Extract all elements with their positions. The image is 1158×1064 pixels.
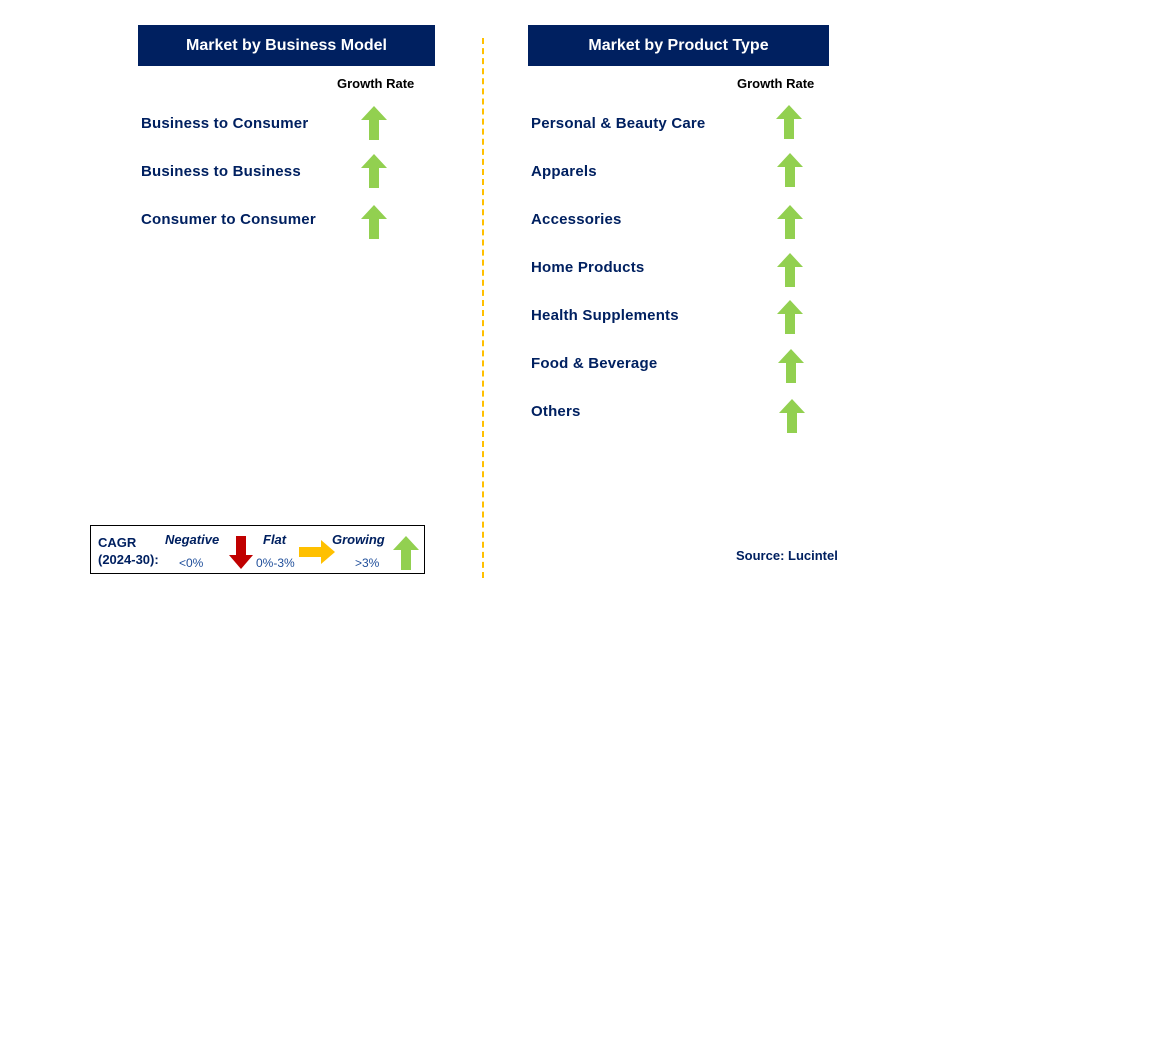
product-type-item-accessories: Accessories [531, 211, 622, 228]
growing-arrow-up-icon [776, 105, 802, 139]
flat-arrow-right-icon [299, 540, 335, 564]
business-model-item-b2b: Business to Business [141, 163, 301, 180]
growing-arrow-up-icon [777, 205, 803, 239]
cagr-legend [90, 525, 425, 574]
growing-arrow-up-icon [361, 154, 387, 188]
product-type-item-health-supplements: Health Supplements [531, 307, 679, 324]
source-label: Source: Lucintel [736, 548, 838, 563]
product-type-header [528, 25, 829, 66]
growing-arrow-up-icon [777, 300, 803, 334]
legend-cagr-label: CAGR [98, 535, 137, 550]
product-type-item-home-products: Home Products [531, 259, 645, 276]
legend-growing-range: >3% [355, 556, 380, 570]
legend-negative-label: Negative [165, 532, 220, 547]
growing-arrow-up-icon [779, 399, 805, 433]
business-model-item-b2c: Business to Consumer [141, 115, 309, 132]
product-type-title: Market by Product Type [588, 36, 769, 54]
growing-arrow-up-icon [777, 253, 803, 287]
business-model-item-c2c: Consumer to Consumer [141, 211, 316, 228]
growing-arrow-up-icon [778, 349, 804, 383]
product-type-item-others: Others [531, 403, 581, 420]
business-model-title: Market by Business Model [186, 36, 387, 54]
business-model-growth-rate-label: Growth Rate [337, 76, 415, 91]
product-type-item-food-beverage: Food & Beverage [531, 355, 658, 372]
negative-arrow-down-icon [229, 536, 253, 569]
growing-arrow-up-icon [361, 106, 387, 140]
legend-negative-range: <0% [179, 556, 204, 570]
product-type-item-personal-beauty: Personal & Beauty Care [531, 115, 706, 132]
product-type-item-apparels: Apparels [531, 163, 597, 180]
growing-arrow-up-icon [393, 536, 419, 570]
legend-cagr-period: (2024-30): [98, 552, 159, 567]
product-type-growth-rate-label: Growth Rate [737, 76, 815, 91]
legend-flat-range: 0%-3% [256, 556, 295, 570]
legend-flat-label: Flat [263, 532, 287, 547]
growing-arrow-up-icon [777, 153, 803, 187]
panel-divider [482, 38, 484, 578]
business-model-header [138, 25, 435, 66]
growing-arrow-up-icon [361, 205, 387, 239]
legend-growing-label: Growing [332, 532, 385, 547]
